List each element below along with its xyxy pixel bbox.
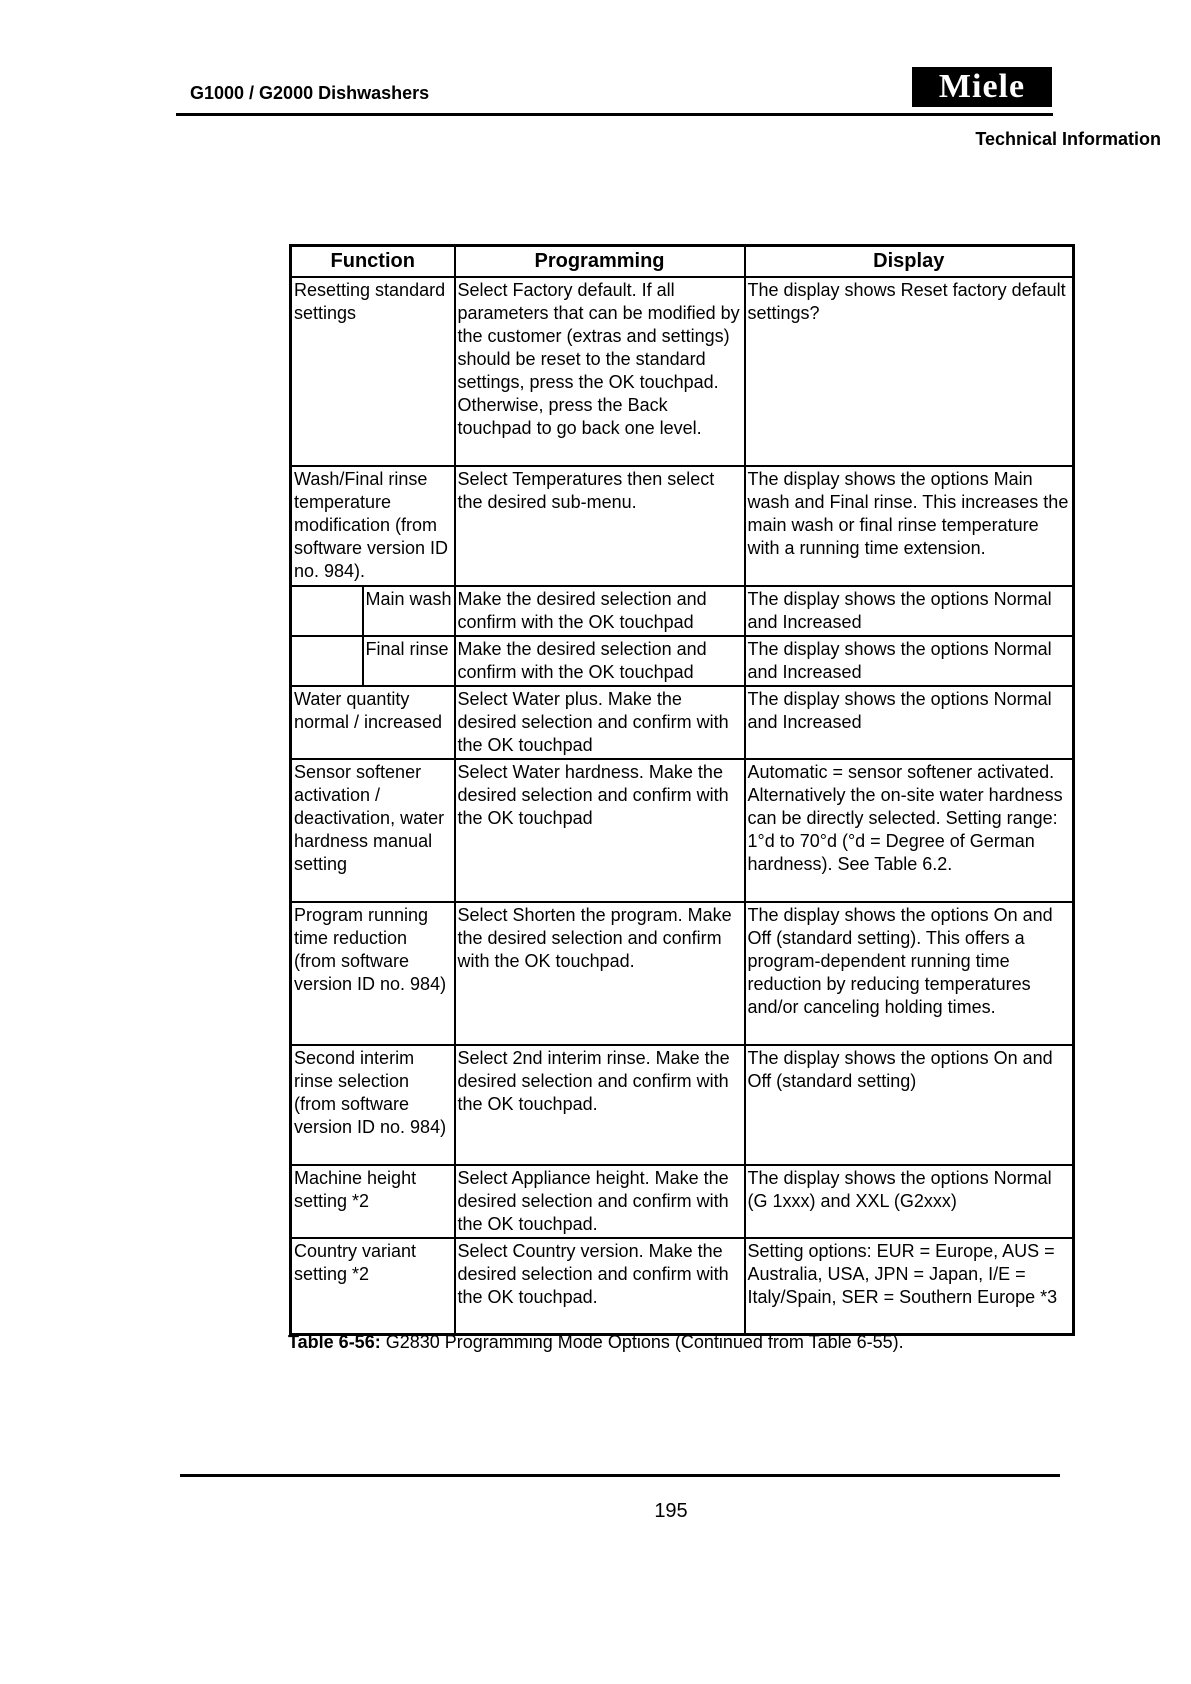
- table-row: [291, 1045, 1074, 1165]
- table-header-row: [291, 246, 1074, 278]
- document-subtitle: Technical Information: [975, 129, 1161, 149]
- function-cell: Sensor softener activation / deactivation, water hardness manual setting: [291, 759, 455, 902]
- display-cell: The display shows the options On and Off (standard setting). This offers a program-dependent running time reduction by reducing temperatures and/or canceling holding times.: [745, 902, 1074, 1045]
- function-cell: Wash/Final rinse temperature modification (from software version ID no. 984).: [291, 466, 455, 586]
- programming-cell: Select Water plus. Make the desired selection and confirm with the OK touchpad: [455, 686, 745, 759]
- sub-function-cell: Main wash: [363, 586, 455, 636]
- programming-cell: Make the desired selection and confirm with the OK touchpad: [455, 586, 745, 636]
- programming-cell: Select Appliance height. Make the desired selection and confirm with the OK touchpad.: [455, 1165, 745, 1238]
- table-row: [291, 759, 1074, 902]
- header-divider: [176, 113, 1053, 116]
- function-cell: Water quantity normal / increased: [291, 686, 455, 759]
- display-cell: The display shows the options Normal and Increased: [745, 636, 1074, 686]
- table-row: [291, 902, 1074, 1045]
- miele-logo: [912, 67, 1052, 107]
- display-cell: Automatic = sensor softener activated. Alternatively the on-site water hardness can be directly selected. Setting range: 1°d to 70°d (°d = Degree of German hardness). See Table 6.2.: [745, 759, 1074, 902]
- function-cell: Country variant setting *2: [291, 1238, 455, 1334]
- table-row: [291, 277, 1074, 466]
- function-cell: Program running time reduction (from software version ID no. 984): [291, 902, 455, 1045]
- caption-text: G2830 Programming Mode Options (Continued from Table 6-55).: [380, 1332, 904, 1352]
- display-cell: The display shows Reset factory default settings?: [745, 277, 1074, 466]
- programming-cell: Select Temperatures then select the desired sub-menu.: [455, 466, 745, 586]
- table-row: [291, 1165, 1074, 1238]
- display-cell: The display shows the options Normal and Increased: [745, 586, 1074, 636]
- programming-options-table: [289, 244, 1075, 1336]
- programming-cell: Select 2nd interim rinse. Make the desired selection and confirm with the OK touchpad.: [455, 1045, 745, 1165]
- programming-cell: Select Factory default. If all parameters that can be modified by the customer (extras and settings) should be reset to the standard settings, press the OK touchpad. Otherwise, press the Back touchpad to go back one level.: [455, 277, 745, 466]
- programming-cell: Make the desired selection and confirm with the OK touchpad: [455, 636, 745, 686]
- programming-cell: Select Shorten the program. Make the desired selection and confirm with the OK touchpad.: [455, 902, 745, 1045]
- footer-divider: [180, 1474, 1060, 1477]
- function-cell: Machine height setting *2: [291, 1165, 455, 1238]
- function-cell: Second interim rinse selection (from software version ID no. 984): [291, 1045, 455, 1165]
- header-programming: Programming: [455, 246, 745, 278]
- sub-function-cell: Final rinse: [363, 636, 455, 686]
- table-row: [291, 466, 1074, 586]
- header-function: Function: [291, 246, 455, 278]
- blank-indent-cell: [291, 636, 363, 686]
- display-cell: The display shows the options On and Off (standard setting): [745, 1045, 1074, 1165]
- logo-text: Miele: [938, 68, 1026, 105]
- table-row: [291, 1238, 1074, 1334]
- display-cell: The display shows the options Normal and Increased: [745, 686, 1074, 759]
- programming-cell: Select Water hardness. Make the desired selection and confirm with the OK touchpad: [455, 759, 745, 902]
- table-row: [291, 636, 1074, 686]
- blank-indent-cell: [291, 586, 363, 636]
- table-caption: [288, 1332, 904, 1353]
- header-display: Display: [745, 246, 1074, 278]
- display-cell: The display shows the options Normal (G 1xxx) and XXL (G2xxx): [745, 1165, 1074, 1238]
- document-title: G1000 / G2000 Dishwashers: [190, 83, 430, 103]
- programming-cell: Select Country version. Make the desired selection and confirm with the OK touchpad.: [455, 1238, 745, 1334]
- page-number: 195: [654, 1500, 688, 1522]
- display-cell: The display shows the options Main wash and Final rinse. This increases the main wash or final rinse temperature with a running time extension.: [745, 466, 1074, 586]
- display-cell: Setting options: EUR = Europe, AUS = Australia, USA, JPN = Japan, I/E = Italy/Spain, SER = Southern Europe *3: [745, 1238, 1074, 1334]
- function-cell: Resetting standard settings: [291, 277, 455, 466]
- table-row: [291, 586, 1074, 636]
- caption-label: Table 6-56:: [288, 1332, 381, 1352]
- table-row: [291, 686, 1074, 759]
